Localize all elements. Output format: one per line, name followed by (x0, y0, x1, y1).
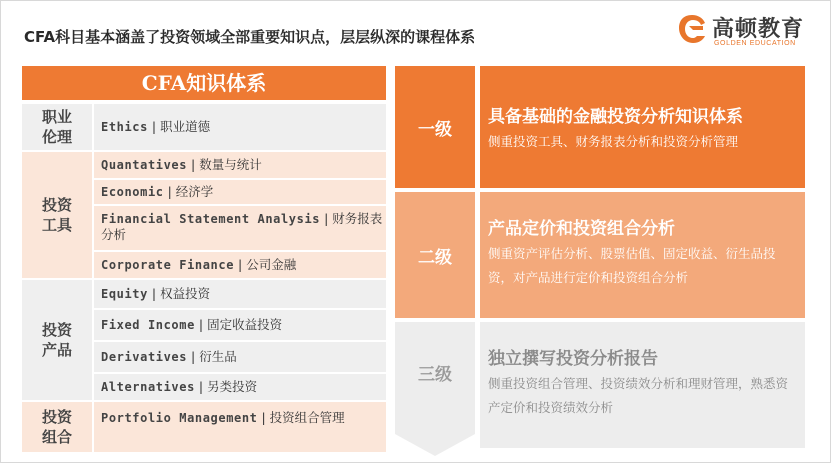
level-description: 侧重投资工具、财务报表分析和投资分析管理 (488, 134, 739, 149)
logo-name: 高顿教育 (712, 17, 805, 42)
logo-tagline: GOLDEN EDUCATION (714, 40, 796, 47)
group-ethics (22, 104, 386, 150)
group-label: 投资工具 (22, 152, 92, 278)
table-row: Equity | 权益投资 (94, 280, 386, 308)
table-row: Ethics | 职业道德 (94, 104, 386, 150)
group-label: 职业伦理 (22, 104, 92, 150)
level-3 (395, 322, 805, 448)
level-content (480, 66, 805, 188)
level-title: 独立撰写投资分析报告 (488, 349, 658, 369)
table-row: Alternatives | 另类投资 (94, 374, 386, 400)
table-row: Quantatives | 数量与统计 (94, 152, 386, 178)
brand-logo (676, 10, 816, 54)
level-content (480, 192, 805, 318)
level-2 (395, 192, 805, 318)
table-row: Derivatives | 衍生品 (94, 342, 386, 372)
group-tools (22, 152, 386, 278)
table-row: Corporate Finance | 公司金融 (94, 252, 386, 278)
level-content (480, 322, 805, 448)
table-title: CFA知识体系 (22, 66, 386, 100)
level-badge: 三级 (418, 364, 452, 385)
level-1 (395, 66, 805, 188)
level-description: 侧重投资组合管理、投资绩效分析和理财管理，熟悉资产定价和投资绩效分析 (488, 376, 789, 415)
knowledge-table (22, 66, 386, 456)
group-products (22, 280, 386, 400)
level-title: 产品定价和投资组合分析 (488, 219, 675, 239)
level-title: 具备基础的金融投资分析知识体系 (488, 107, 743, 127)
logo-mark-icon (676, 12, 708, 48)
level-description: 侧重资产评估分析、股票估值、固定收益、衍生品投资，对产品进行定价和投资组合分析 (488, 246, 776, 285)
group-label: 投资组合 (22, 402, 92, 452)
group-portfolio (22, 402, 386, 452)
page-title: CFA科目基本涵盖了投资领域全部重要知识点，层层纵深的课程体系 (24, 28, 476, 46)
table-row: Portfolio Management | 投资组合管理 (94, 402, 386, 452)
group-label: 投资产品 (22, 280, 92, 400)
level-badge: 二级 (395, 192, 475, 318)
table-row: Economic | 经济学 (94, 180, 386, 204)
table-row: Financial Statement Analysis | 财务报表分析 (94, 206, 386, 250)
table-row: Fixed Income | 固定收益投资 (94, 310, 386, 340)
level-badge: 一级 (395, 66, 475, 188)
